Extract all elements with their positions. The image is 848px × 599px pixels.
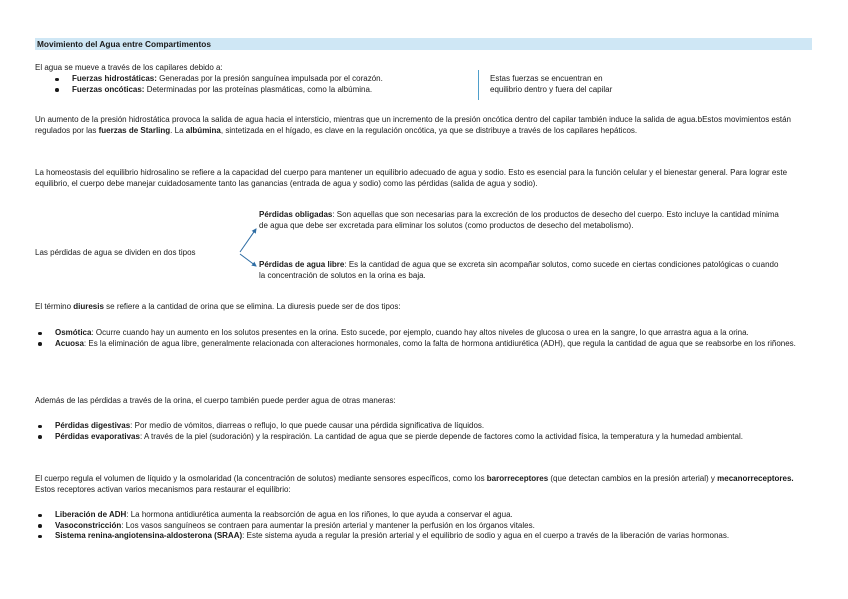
note-line: equilibrio dentro y fuera del capilar	[490, 84, 613, 94]
regulation-paragraph: El cuerpo regula el volumen de líquido y la osmolaridad (la concentración de solutos) mediante sensores específicos, como los barorreceptores (que detectan cambios en la presión arterial) y mecanorreceptores. Estos receptores activan varios mecanismos para restaurar el equilibrio:	[35, 474, 794, 494]
mechanisms-list	[35, 510, 813, 542]
list-item: Osmótica: Ocurre cuando hay un aumento en los solutos presentes en la orina. Esto sucede, por ejemplo, cuando hay altos niveles de glucosa o urea en la sangre, lo que arrastra agua a la orina.	[35, 328, 813, 339]
bullet-icon	[38, 425, 42, 429]
bullet-icon	[38, 524, 42, 528]
free-water-losses: Pérdidas de agua libre: Es la cantidad de agua que se excreta sin acompañar solutos, como sucede en ciertas condiciones patológicas o cuando la concentración de solutos en la orina es baja.	[259, 260, 779, 280]
list-item: Sistema renina-angiotensina-aldosterona (SRAA): Este sistema ayuda a regular la presión arterial y el equilibrio de sodio y agua en el cuerpo a través de la liberación de varias hormonas.	[35, 531, 813, 542]
section-title: Movimiento del Agua entre Compartimentos	[35, 38, 812, 50]
bullet-icon	[55, 88, 59, 92]
diuresis-paragraph: El término diuresis se refiere a la cantidad de orina que se elimina. La diuresis puede ser de dos tipos:	[35, 302, 401, 311]
starling-paragraph: Un aumento de la presión hidrostática provoca la salida de agua hacia el intersticio, mientras que un incremento de la presión oncótica dentro del capilar también induce la salida de agua.bEstos movimientos están regulados por las fuerzas de Starling. La albúmina, sintetizada en el hígado, es clave en la regulación oncótica, ya que se distribuye a través de los capilares hepáticos.	[35, 115, 791, 135]
description: Determinadas por las proteínas plasmáticas, como la albúmina.	[144, 84, 373, 94]
arrows-icon	[238, 226, 260, 274]
term: Fuerzas oncóticas:	[72, 84, 145, 94]
list-item	[52, 74, 482, 85]
list-item: Liberación de ADH: La hormona antidiurética aumenta la reabsorción de agua en los riñones, lo que ayuda a conservar el agua.	[35, 510, 813, 521]
bullet-icon	[38, 535, 42, 539]
homeostasis-paragraph: La homeostasis del equilibrio hidrosalino se refiere a la capacidad del cuerpo para mantener un equilibrio adecuado de agua y sodio. Esto es esencial para la función celular y el bienestar general. Para lograr este equilibrio, el cuerpo debe manejar cuidadosamente tanto las ganancias (entrada de agua y sodio) como las pérdidas (salida de agua y sodio).	[35, 168, 788, 188]
other-losses-list	[35, 421, 813, 442]
forces-list	[52, 74, 482, 95]
diuresis-list	[35, 328, 813, 349]
list-item: Acuosa: Es la eliminación de agua libre, generalmente relacionada con alteraciones hormonales, como la falta de hormona antidiurética (ADH), que regula la cantidad de agua que se reabsorbe en los riñones.	[35, 339, 813, 350]
intro-text: El agua se mueve a través de los capilares debido a:	[35, 63, 223, 72]
obligatory-losses: Pérdidas obligadas: Son aquellas que son necesarias para la excreción de los productos de desecho del cuerpo. Esto incluye la cantidad mínima de agua que debe ser excretada para eliminar los solutos (como productos de desecho del metabolismo).	[259, 210, 779, 230]
bullet-icon	[38, 342, 42, 346]
forces-note	[490, 74, 690, 95]
list-item: Pérdidas digestivas: Por medio de vómitos, diarreas o reflujo, lo que puede causar una pérdida significativa de líquidos.	[35, 421, 813, 432]
bullet-icon	[55, 78, 59, 82]
bullet-icon	[38, 332, 42, 336]
other-losses-intro: Además de las pérdidas a través de la orina, el cuerpo también puede perder agua de otras maneras:	[35, 396, 396, 405]
losses-label: Las pérdidas de agua se dividen en dos tipos	[35, 248, 196, 257]
bracket-divider	[478, 70, 484, 100]
bullet-icon	[38, 435, 42, 439]
term: Fuerzas hidrostáticas:	[72, 74, 157, 83]
list-item: Pérdidas evaporativas: A través de la piel (sudoración) y la respiración. La cantidad de agua que se pierde depende de factores como la actividad física, la temperatura y la humedad ambiental.	[35, 432, 813, 443]
list-item: Vasoconstricción: Los vasos sanguíneos se contraen para aumentar la presión arterial y mantener la perfusión en los órganos vitales.	[35, 521, 813, 532]
description: Generadas por la presión sanguínea impulsada por el corazón.	[156, 74, 383, 83]
bullet-icon	[38, 514, 42, 518]
list-item	[52, 85, 482, 96]
note-line: Estas fuerzas se encuentran en	[490, 74, 603, 83]
